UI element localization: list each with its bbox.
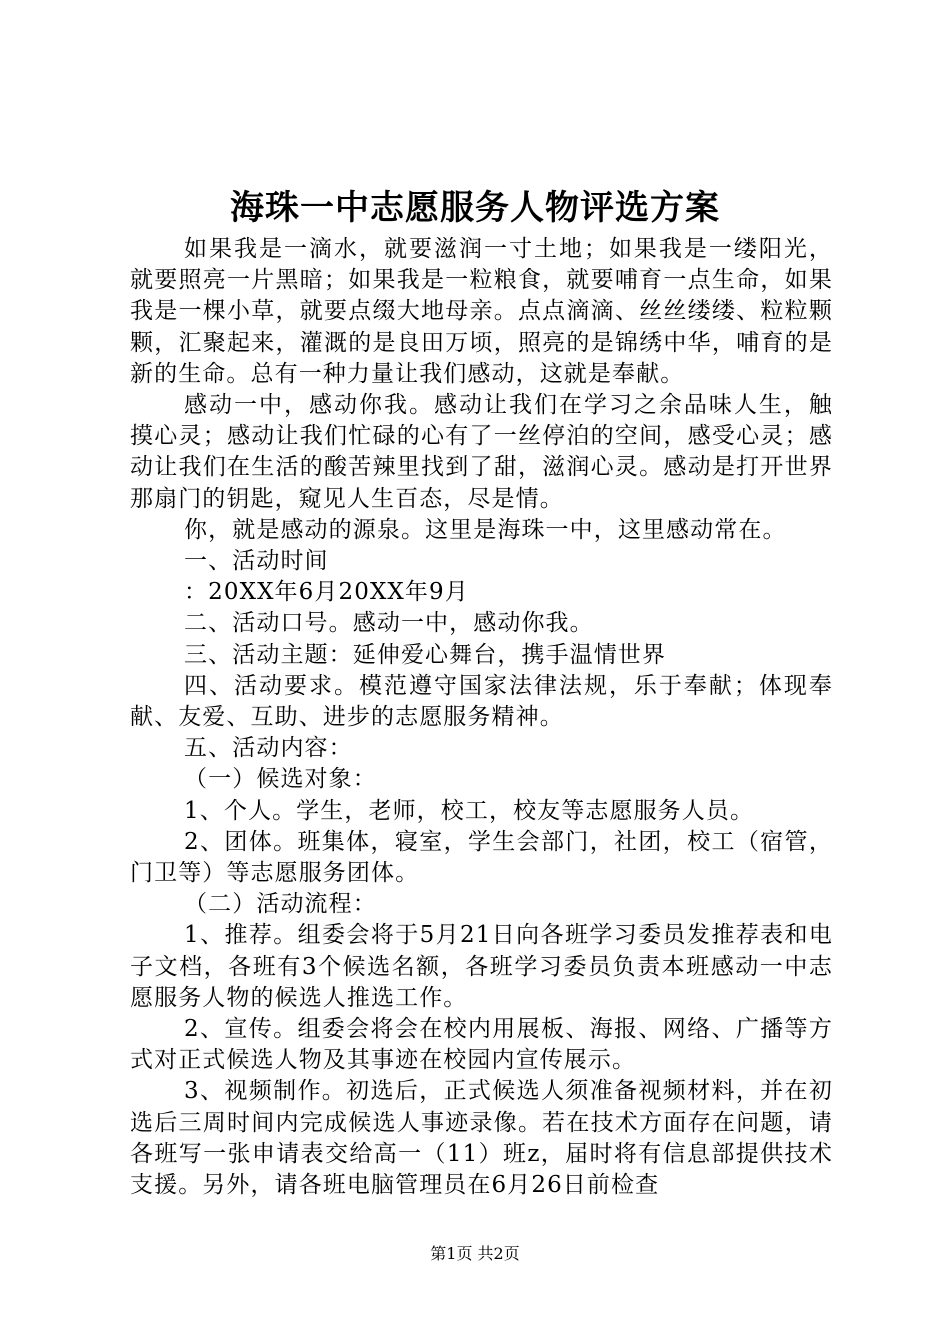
- section-heading-requirements: 四、活动要求。模范遵守国家法律法规，乐于奉献；体现奉献、友爱、互助、进步的志愿服务精神。: [130, 672, 833, 731]
- section-heading-theme: 三、活动主题：延伸爱心舞台，携手温情世界: [184, 641, 667, 668]
- subsection-process: （二）活动流程：: [184, 891, 377, 918]
- document-title: 海珠一中志愿服务人物评选方案: [230, 188, 720, 228]
- section-heading-content: 五、活动内容：: [184, 735, 353, 762]
- page-footer: 第1页 共2页: [430, 1244, 520, 1263]
- subsection-candidates: （一）候选对象：: [184, 766, 377, 793]
- paragraph-source: 你，就是感动的源泉。这里是海珠一中，这里感动常在。: [184, 516, 787, 543]
- document-body: [130, 234, 833, 1201]
- list-item-video: 3、视频制作。初选后，正式候选人须准备视频材料，并在初选后三周时间内完成候选人事迹录像。若在技术方面存在问题，请各班写一张申请表交给高一（11）班z，届时将有信息部提供技术支援。另外，请各班电脑管理员在6月26日前检查: [130, 1078, 833, 1199]
- list-item-individual: 1、个人。学生，老师，校工，校友等志愿服务人员。: [184, 797, 755, 824]
- section-heading-slogan: 二、活动口号。感动一中，感动你我。: [184, 610, 594, 637]
- paragraph-intro: 如果我是一滴水，就要滋润一寸土地；如果我是一缕阳光，就要照亮一片黑暗；如果我是一粒粮食，就要哺育一点生命，如果我是一棵小草，就要点缀大地母亲。点点滴滴、丝丝缕缕、粒粒颗颗，汇聚起来，灌溉的是良田万顷，照亮的是锦绣中华，哺育的是新的生命。总有一种力量让我们感动，这就是奉献。: [130, 236, 833, 387]
- list-item-recommend: 1、推荐。组委会将于5月21日向各班学习委员发推荐表和电子文档，各班有3个候选名额，各班学习委员负责本班感动一中志愿服务人物的候选人推选工作。: [130, 922, 833, 1011]
- paragraph-touch: 感动一中，感动你我。感动让我们在学习之余品味人生，触摸心灵；感动让我们忙碌的心有了一丝停泊的空间，感受心灵；感动让我们在生活的酸苦辣里找到了甜，滋润心灵。感动是打开世界那扇门的钥匙，窥见人生百态，尽是情。: [130, 392, 833, 512]
- activity-time-value: ：20XX年6月20XX年9月: [184, 579, 469, 606]
- section-heading-time: 一、活动时间: [184, 548, 329, 575]
- list-item-publicity: 2、宣传。组委会将会在校内用展板、海报、网络、广播等方式对正式候选人物及其事迹在校园内宣传展示。: [130, 1016, 833, 1074]
- list-item-group: 2、团体。班集体，寝室，学生会部门，社团，校工（宿管，门卫等）等志愿服务团体。: [130, 828, 833, 887]
